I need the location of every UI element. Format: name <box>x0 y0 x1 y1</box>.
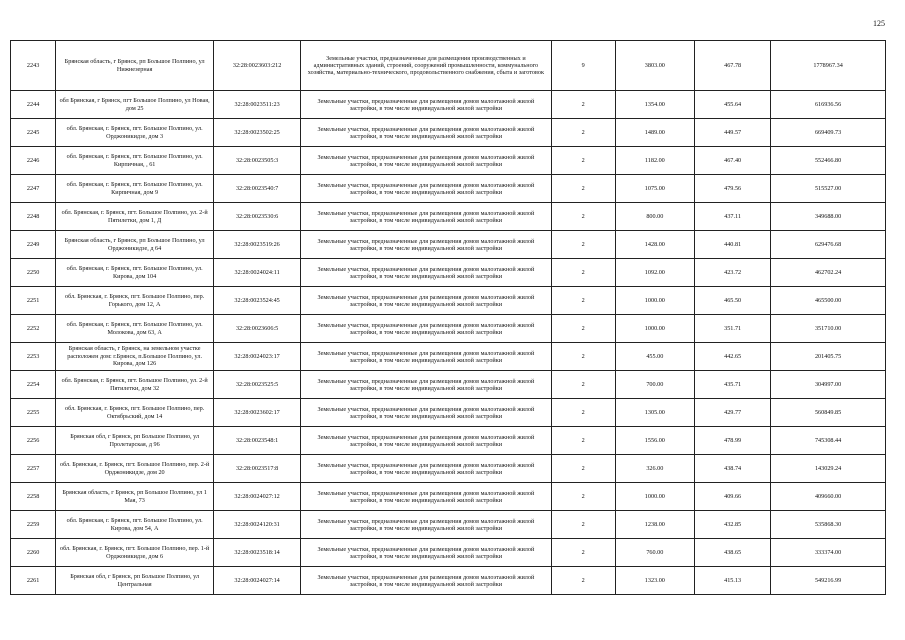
cadastral-number-cell: 32:28:0024027:12 <box>214 483 301 511</box>
area-cell: 1323.00 <box>615 567 694 595</box>
area-cell: 1556.00 <box>615 427 694 455</box>
land-use-cell: Земельные участки, предназначенные для размещения домов малоэтажной жилой застройки, в том числе индивидуальной жилой застройки <box>301 175 551 203</box>
table-row <box>11 371 886 399</box>
area-cell: 800.00 <box>615 203 694 231</box>
land-use-cell: Земельные участки, предназначенные для размещения домов малоэтажной жилой застройки, в том числе индивидуальной жилой застройки <box>301 483 551 511</box>
cadastral-number-cell: 32:28:0023502:25 <box>214 119 301 147</box>
area-cell: 1000.00 <box>615 287 694 315</box>
row-number-cell: 2254 <box>11 371 56 399</box>
cadastral-value-cell: 409660.00 <box>771 483 886 511</box>
table-row <box>11 259 886 287</box>
address-cell: обл. Брянская, г. Брянск, пгт. Большое Полпино, ул. Молокова, дом 63, А <box>56 315 214 343</box>
cadastral-value-cell: 333374.00 <box>771 539 886 567</box>
area-cell: 700.00 <box>615 371 694 399</box>
specific-value-cell: 409.66 <box>695 483 771 511</box>
cadastral-number-cell: 32:28:0023602:17 <box>214 399 301 427</box>
cadastral-number-cell: 32:28:0023517:8 <box>214 455 301 483</box>
cadastral-number-cell: 32:28:0023519:26 <box>214 231 301 259</box>
use-group-cell: 2 <box>551 119 615 147</box>
row-number-cell: 2245 <box>11 119 56 147</box>
use-group-cell: 2 <box>551 567 615 595</box>
cadastral-value-cell: 616936.56 <box>771 91 886 119</box>
address-cell: обл. Брянская, г. Брянск, пгт. Большое Полпино, пер. Октябрьский, дом 14 <box>56 399 214 427</box>
area-cell: 326.00 <box>615 455 694 483</box>
cadastral-value-cell: 349688.00 <box>771 203 886 231</box>
row-number-cell: 2255 <box>11 399 56 427</box>
area-cell: 1238.00 <box>615 511 694 539</box>
land-use-cell: Земельные участки, предназначенные для размещения домов малоэтажной жилой застройки, в том числе индивидуальной жилой застройки <box>301 147 551 175</box>
address-cell: обл. Брянская, г. Брянск, пгт. Большое Полпино, пер. 1-й Орджоникидзе, дом 6 <box>56 539 214 567</box>
table-row <box>11 287 886 315</box>
land-use-cell: Земельные участки, предназначенные для размещения домов малоэтажной жилой застройки, в том числе индивидуальной жилой застройки <box>301 231 551 259</box>
cadastral-number-cell: 32:28:0024023:17 <box>214 343 301 371</box>
table-row <box>11 511 886 539</box>
land-use-cell: Земельные участки, предназначенные для размещения домов малоэтажной жилой застройки, в том числе индивидуальной жилой застройки <box>301 399 551 427</box>
area-cell: 1000.00 <box>615 315 694 343</box>
land-use-cell: Земельные участки, предназначенные для размещения домов малоэтажной жилой застройки, в том числе индивидуальной жилой застройки <box>301 287 551 315</box>
specific-value-cell: 440.81 <box>695 231 771 259</box>
row-number-cell: 2249 <box>11 231 56 259</box>
use-group-cell: 2 <box>551 175 615 203</box>
cadastral-number-cell: 32:28:0023524:45 <box>214 287 301 315</box>
area-cell: 1305.00 <box>615 399 694 427</box>
table-row <box>11 427 886 455</box>
address-cell: Брянская обл, г Брянск, рп Большое Полпино, ул Центральная <box>56 567 214 595</box>
land-use-cell: Земельные участки, предназначенные для размещения домов малоэтажной жилой застройки, в том числе индивидуальной жилой застройки <box>301 119 551 147</box>
cadastral-value-cell: 201405.75 <box>771 343 886 371</box>
row-number-cell: 2243 <box>11 41 56 91</box>
cadastral-value-cell: 304997.00 <box>771 371 886 399</box>
use-group-cell: 2 <box>551 287 615 315</box>
table-row <box>11 91 886 119</box>
row-number-cell: 2247 <box>11 175 56 203</box>
specific-value-cell: 467.78 <box>695 41 771 91</box>
address-cell: обл. Брянская, г. Брянск, пгт. Большое Полпино, ул. 2-й Пятилетки, дом 32 <box>56 371 214 399</box>
use-group-cell: 2 <box>551 315 615 343</box>
cadastral-number-cell: 32:28:0024024:11 <box>214 259 301 287</box>
row-number-cell: 2261 <box>11 567 56 595</box>
cadastral-number-cell: 32:28:0024027:14 <box>214 567 301 595</box>
specific-value-cell: 478.99 <box>695 427 771 455</box>
table-row <box>11 399 886 427</box>
use-group-cell: 2 <box>551 511 615 539</box>
row-number-cell: 2256 <box>11 427 56 455</box>
land-use-cell: Земельные участки, предназначенные для размещения домов малоэтажной жилой застройки, в том числе индивидуальной жилой застройки <box>301 91 551 119</box>
use-group-cell: 2 <box>551 539 615 567</box>
cadastral-number-cell: 32:28:0023530:6 <box>214 203 301 231</box>
cadastral-value-cell: 462702.24 <box>771 259 886 287</box>
row-number-cell: 2252 <box>11 315 56 343</box>
cadastral-value-cell: 560849.85 <box>771 399 886 427</box>
land-use-cell: Земельные участки, предназначенные для размещения домов малоэтажной жилой застройки, в том числе индивидуальной жилой застройки <box>301 511 551 539</box>
specific-value-cell: 429.77 <box>695 399 771 427</box>
cadastral-value-cell: 465500.00 <box>771 287 886 315</box>
address-cell: Брянская обл, г Брянск, рп Большое Полпино, ул Пролетарская, д 96 <box>56 427 214 455</box>
row-number-cell: 2257 <box>11 455 56 483</box>
specific-value-cell: 423.72 <box>695 259 771 287</box>
land-use-cell: Земельные участки, предназначенные для размещения домов малоэтажной жилой застройки, в том числе индивидуальной жилой застройки <box>301 259 551 287</box>
cadastral-number-cell: 32:28:0023518:14 <box>214 539 301 567</box>
cadastral-number-cell: 32:28:0023525:5 <box>214 371 301 399</box>
cadastral-number-cell: 32:28:0023505:3 <box>214 147 301 175</box>
table-row <box>11 567 886 595</box>
cadastral-value-cell: 745308.44 <box>771 427 886 455</box>
table-row <box>11 343 886 371</box>
area-cell: 1000.00 <box>615 483 694 511</box>
specific-value-cell: 351.71 <box>695 315 771 343</box>
use-group-cell: 2 <box>551 371 615 399</box>
area-cell: 760.00 <box>615 539 694 567</box>
table-row <box>11 175 886 203</box>
address-cell: обл. Брянская, г. Брянск, пгт. Большое Полпино, ул. Орджоникидзе, дом 3 <box>56 119 214 147</box>
specific-value-cell: 467.40 <box>695 147 771 175</box>
specific-value-cell: 437.11 <box>695 203 771 231</box>
address-cell: обл. Брянская, г. Брянск, пгт. Большое Полпино, ул. Кирова, дом 104 <box>56 259 214 287</box>
specific-value-cell: 455.64 <box>695 91 771 119</box>
cadastral-number-cell: 32:28:0024120:31 <box>214 511 301 539</box>
cadastral-number-cell: 32:28:0023606:5 <box>214 315 301 343</box>
use-group-cell: 2 <box>551 343 615 371</box>
row-number-cell: 2260 <box>11 539 56 567</box>
address-cell: Брянская область, г Брянск, на земельном участке расположен дом: г.Брянск, п.Большое Полпино, ул. Кирова, дом 126 <box>56 343 214 371</box>
land-use-cell: Земельные участки, предназначенные для размещения домов малоэтажной жилой застройки, в том числе индивидуальной жилой застройки <box>301 315 551 343</box>
row-number-cell: 2251 <box>11 287 56 315</box>
area-cell: 1428.00 <box>615 231 694 259</box>
table-row <box>11 315 886 343</box>
cadastral-value-table <box>10 40 886 595</box>
specific-value-cell: 438.74 <box>695 455 771 483</box>
address-cell: обл Брянская, г Брянск, пгт Большое Полпино, ул Новая, дом 25 <box>56 91 214 119</box>
land-use-cell: Земельные участки, предназначенные для размещения домов малоэтажной жилой застройки, в том числе индивидуальной жилой застройки <box>301 539 551 567</box>
land-use-cell: Земельные участки, предназначенные для размещения домов малоэтажной жилой застройки, в том числе индивидуальной жилой застройки <box>301 427 551 455</box>
specific-value-cell: 432.85 <box>695 511 771 539</box>
row-number-cell: 2259 <box>11 511 56 539</box>
address-cell: обл. Брянская, г. Брянск, пгт. Большое Полпино, ул. Кирпичная, , 61 <box>56 147 214 175</box>
table-row <box>11 455 886 483</box>
specific-value-cell: 479.56 <box>695 175 771 203</box>
specific-value-cell: 449.57 <box>695 119 771 147</box>
use-group-cell: 2 <box>551 427 615 455</box>
row-number-cell: 2244 <box>11 91 56 119</box>
use-group-cell: 2 <box>551 399 615 427</box>
page-number: 125 <box>873 19 885 28</box>
land-use-cell: Земельные участки, предназначенные для размещения производственных и административных зданий, строений, сооружений промышленности, коммунального хозяйства, материально-технического, продовольственного снабжения, сбыта и заготовок <box>301 41 551 91</box>
table-body <box>11 41 886 595</box>
use-group-cell: 2 <box>551 483 615 511</box>
use-group-cell: 9 <box>551 41 615 91</box>
address-cell: обл. Брянская, г. Брянск, пгт. Большое Полпино, пер. Горького, дом 12, А <box>56 287 214 315</box>
land-use-cell: Земельные участки, предназначенные для размещения домов малоэтажной жилой застройки, в том числе индивидуальной жилой застройки <box>301 371 551 399</box>
area-cell: 3803.00 <box>615 41 694 91</box>
row-number-cell: 2246 <box>11 147 56 175</box>
address-cell: Брянская область, г Брянск, рп Большое Полпино, ул Нижнезерная <box>56 41 214 91</box>
address-cell: обл. Брянская, г. Брянск, пгт. Большое Полпино, пер. 2-й Орджоникидзе, дом 20 <box>56 455 214 483</box>
use-group-cell: 2 <box>551 455 615 483</box>
cadastral-value-cell: 669409.73 <box>771 119 886 147</box>
address-cell: обл. Брянская, г. Брянск, пгт. Большое Полпино, ул. Кирпичная, дом 9 <box>56 175 214 203</box>
address-cell: обл. Брянская, г. Брянск, пгт. Большое Полпино, ул. 2-й Пятилетки, дом 1, Д <box>56 203 214 231</box>
specific-value-cell: 435.71 <box>695 371 771 399</box>
area-cell: 1092.00 <box>615 259 694 287</box>
area-cell: 1182.00 <box>615 147 694 175</box>
specific-value-cell: 415.13 <box>695 567 771 595</box>
cadastral-value-cell: 143029.24 <box>771 455 886 483</box>
cadastral-number-cell: 32:28:0023511:23 <box>214 91 301 119</box>
cadastral-value-cell: 351710.00 <box>771 315 886 343</box>
use-group-cell: 2 <box>551 147 615 175</box>
cadastral-value-cell: 535868.30 <box>771 511 886 539</box>
table-row <box>11 203 886 231</box>
table-row <box>11 119 886 147</box>
table-row <box>11 147 886 175</box>
table-row <box>11 483 886 511</box>
cadastral-number-cell: 32:28:0023548:1 <box>214 427 301 455</box>
area-cell: 1354.00 <box>615 91 694 119</box>
land-use-cell: Земельные участки, предназначенные для размещения домов малоэтажной жилой застройки, в том числе индивидуальной жилой застройки <box>301 343 551 371</box>
use-group-cell: 2 <box>551 259 615 287</box>
cadastral-value-cell: 515527.00 <box>771 175 886 203</box>
use-group-cell: 2 <box>551 203 615 231</box>
row-number-cell: 2250 <box>11 259 56 287</box>
cadastral-value-cell: 629476.68 <box>771 231 886 259</box>
row-number-cell: 2258 <box>11 483 56 511</box>
table-row <box>11 231 886 259</box>
cadastral-number-cell: 32:28:0023540:7 <box>214 175 301 203</box>
cadastral-number-cell: 32:28:0023603:212 <box>214 41 301 91</box>
address-cell: Брянская область, г Брянск, рп Большое Полпино, ул Орджоникидзе, д 64 <box>56 231 214 259</box>
cadastral-value-cell: 552466.80 <box>771 147 886 175</box>
address-cell: обл. Брянская, г. Брянск, пгт. Большое Полпино, ул. Кирова, дом 54, А <box>56 511 214 539</box>
use-group-cell: 2 <box>551 231 615 259</box>
address-cell: Брянская область, г Брянск, рп Большое Полпино, ул 1 Мая, 73 <box>56 483 214 511</box>
land-use-cell: Земельные участки, предназначенные для размещения домов малоэтажной жилой застройки, в том числе индивидуальной жилой застройки <box>301 203 551 231</box>
use-group-cell: 2 <box>551 91 615 119</box>
specific-value-cell: 465.50 <box>695 287 771 315</box>
row-number-cell: 2248 <box>11 203 56 231</box>
area-cell: 1489.00 <box>615 119 694 147</box>
land-use-cell: Земельные участки, предназначенные для размещения домов малоэтажной жилой застройки, в том числе индивидуальной жилой застройки <box>301 455 551 483</box>
table-row <box>11 539 886 567</box>
cadastral-value-cell: 1778967.34 <box>771 41 886 91</box>
specific-value-cell: 442.65 <box>695 343 771 371</box>
area-cell: 1075.00 <box>615 175 694 203</box>
specific-value-cell: 438.65 <box>695 539 771 567</box>
table-row <box>11 41 886 91</box>
row-number-cell: 2253 <box>11 343 56 371</box>
land-use-cell: Земельные участки, предназначенные для размещения домов малоэтажной жилой застройки, в том числе индивидуальной жилой застройки <box>301 567 551 595</box>
area-cell: 455.00 <box>615 343 694 371</box>
cadastral-value-cell: 549216.99 <box>771 567 886 595</box>
